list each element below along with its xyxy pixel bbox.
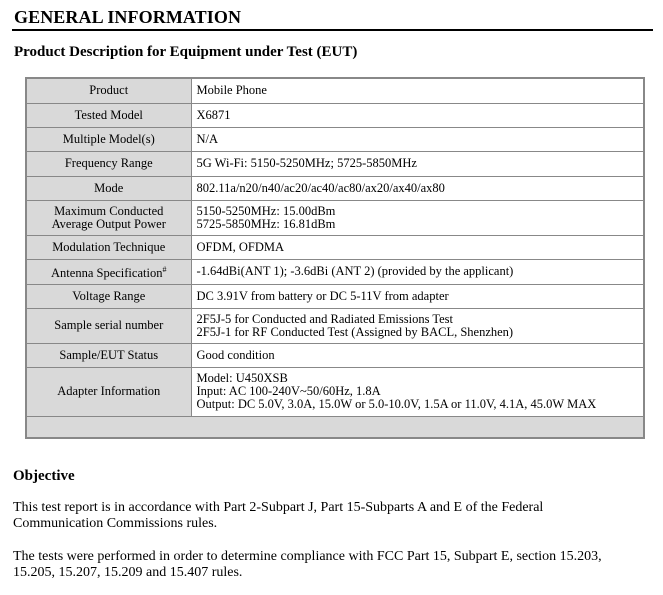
row-value: 5150-5250MHz: 15.00dBm <box>196 203 336 218</box>
row-value: OFDM, OFDMA <box>196 239 285 254</box>
objective-paragraph-1 <box>13 500 653 532</box>
row-label: Maximum Conducted <box>54 203 164 218</box>
table-row <box>26 151 644 176</box>
footnote-marker: # <box>162 264 167 274</box>
table-row <box>26 176 644 200</box>
row-label: Tested Model <box>74 107 143 122</box>
row-value: X6871 <box>196 107 231 122</box>
table-row <box>26 367 644 416</box>
row-label-cell <box>26 259 191 284</box>
table-row <box>26 259 644 284</box>
table-row <box>26 127 644 151</box>
paragraph-line: 15.205, 15.207, 15.209 and 15.407 rules. <box>13 565 243 580</box>
row-label-cell <box>26 78 191 103</box>
row-label: Product <box>89 83 129 98</box>
paragraph-line: This test report is in accordance with Part 2-Subpart J, Part 15-Subparts A and E of the Federal <box>13 500 544 515</box>
row-value-cell <box>191 176 644 200</box>
objective-heading: Objective <box>13 468 75 484</box>
row-label-cell <box>26 127 191 151</box>
row-value: Input: AC 100-240V~50/60Hz, 1.8A <box>196 384 381 398</box>
row-value: Good condition <box>196 347 275 362</box>
row-value: 2F5J-1 for RF Conducted Test (Assigned by BACL, Shenzhen) <box>196 324 514 339</box>
title-divider <box>12 29 653 31</box>
paragraph-line: The tests were performed in order to determine compliance with FCC Part 15, Subpart E, section 15.203, <box>13 549 602 564</box>
row-label-cell <box>26 367 191 416</box>
row-label: Frequency Range <box>64 156 153 170</box>
row-value-cell <box>191 308 644 343</box>
row-label: Sample serial number <box>54 318 164 332</box>
row-value-cell <box>191 343 644 367</box>
eut-subtitle: Product Description for Equipment under Test (EUT) <box>14 44 358 60</box>
row-value-cell <box>191 259 644 284</box>
eut-table-body <box>26 78 644 438</box>
row-label-cell <box>26 151 191 176</box>
row-value: N/A <box>196 131 219 146</box>
row-value: 5725-5850MHz: 16.81dBm <box>196 216 336 231</box>
row-label-cell <box>26 308 191 343</box>
row-label-cell <box>26 284 191 308</box>
row-label-cell <box>26 200 191 235</box>
row-value: 2F5J-5 for Conducted and Radiated Emissions Test <box>196 311 454 326</box>
table-footer-cell <box>26 416 644 438</box>
table-footer-row <box>26 416 644 438</box>
row-value-cell <box>191 235 644 259</box>
eut-description-table <box>25 77 645 439</box>
row-label: Multiple Model(s) <box>62 131 155 146</box>
row-value-cell <box>191 103 644 127</box>
row-label-cell <box>26 103 191 127</box>
row-value: DC 3.91V from battery or DC 5-11V from adapter <box>196 288 449 303</box>
table-row <box>26 284 644 308</box>
row-label-cell <box>26 235 191 259</box>
row-label: Mode <box>94 180 124 195</box>
table-row <box>26 78 644 103</box>
table-row <box>26 308 644 343</box>
row-label: Average Output Power <box>51 216 166 231</box>
table-row <box>26 235 644 259</box>
table-row <box>26 200 644 235</box>
row-value-cell <box>191 151 644 176</box>
row-label: Voltage Range <box>72 288 146 303</box>
objective-paragraph-2 <box>13 549 653 581</box>
row-value: 5G Wi-Fi: 5150-5250MHz; 5725-5850MHz <box>196 156 417 170</box>
section-title: GENERAL INFORMATION <box>14 7 242 27</box>
row-label: Modulation Technique <box>52 239 166 254</box>
row-value: Model: U450XSB <box>196 371 288 385</box>
row-value: Mobile Phone <box>196 83 267 98</box>
row-value: 802.11a/n20/n40/ac20/ac40/ac80/ax20/ax40/ax80 <box>196 180 445 195</box>
table-row <box>26 103 644 127</box>
row-value-cell <box>191 284 644 308</box>
paragraph-line: Communication Commissions rules. <box>13 516 218 531</box>
table-row <box>26 343 644 367</box>
row-value-cell <box>191 78 644 103</box>
row-value-cell <box>191 127 644 151</box>
row-value: -1.64dBi(ANT 1); -3.6dBi (ANT 2) (provided by the applicant) <box>196 264 514 278</box>
row-label: Antenna Specification <box>51 266 163 281</box>
row-label-cell <box>26 176 191 200</box>
row-label: Adapter Information <box>57 384 161 398</box>
row-label: Sample/EUT Status <box>59 347 159 362</box>
row-value: Output: DC 5.0V, 3.0A, 15.0W or 5.0-10.0V, 1.5A or 11.0V, 4.1A, 45.0W MAX <box>196 397 597 411</box>
row-value-cell <box>191 367 644 416</box>
row-value-cell <box>191 200 644 235</box>
row-label-cell <box>26 343 191 367</box>
row-label-wrap <box>29 263 189 280</box>
